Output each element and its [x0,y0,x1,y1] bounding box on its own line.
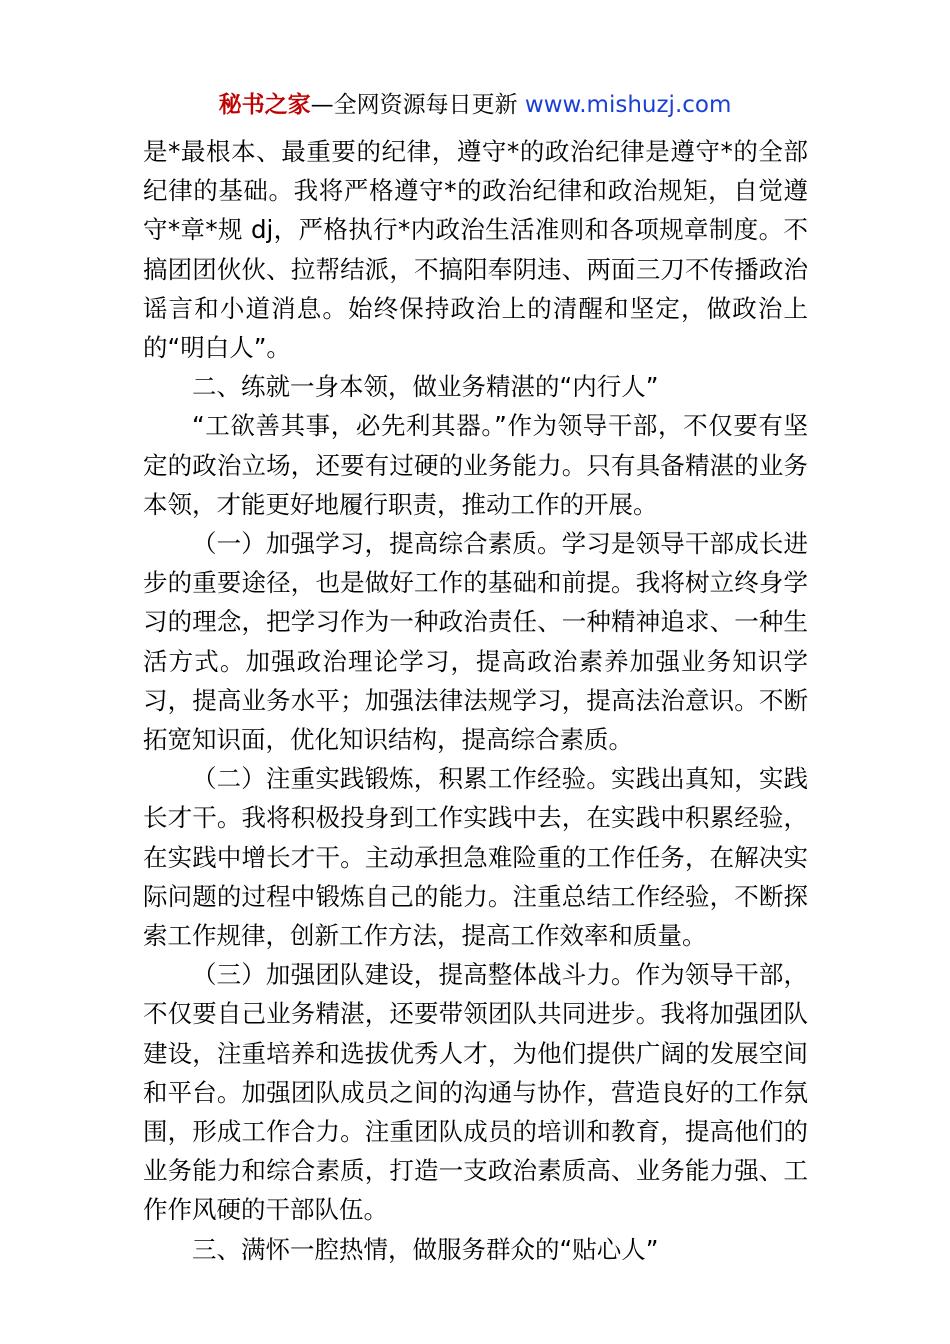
paragraph-study: （一）加强学习，提高综合素质。学习是领导干部成长进步的重要途径，也是做好工作的基础和前提。我将树立终身学习的理念，把学习作为一种政治责任、一种精神追求、一种生活方式。加强政治理论学习，提高政治素养加强业务知识学习，提高业务水平；加强法律法规学习，提高法治意识。不断拓宽知识面，优化知识结构，提高综合素质。 [143,529,808,755]
header-brand: 秘书之家 [218,92,311,118]
paragraph-team-building: （三）加强团队建设，提高整体战斗力。作为领导干部，不仅要自己业务精湛，还要带领团队共同进步。我将加强团队建设，注重培养和选拔优秀人才，为他们提供广阔的发展空间和平台。加强团队成员之间的沟通与协作，营造良好的工作氛围，形成工作合力。注重团队成员的培训和教育，提高他们的业务能力和综合素质，打造一支政治素质高、业务能力强、工作作风硬的干部队伍。 [143,960,808,1225]
page-header [0,88,950,122]
section-heading-2: 二、练就一身本领，做业务精湛的“内行人” [192,372,659,402]
paragraph-practice: （二）注重实践锻炼，积累工作经验。实践出真知，实践长才干。我将积极投身到工作实践中去，在实践中积累经验，在实践中增长才干。主动承担急难险重的工作任务，在解决实际问题的过程中锻炼自己的能力。注重总结工作经验，不断探索工作规律，创新工作方法，提高工作效率和质量。 [143,764,808,951]
document-body [143,132,808,1269]
header-slogan: —全网资源每日更新 [310,92,525,118]
section-heading-3: 三、满怀一腔热情，做服务群众的“贴心人” [192,1234,659,1264]
paragraph-business-ability: “工欲善其事，必先利其器。”作为领导干部，不仅要有坚定的政治立场，还要有过硬的业务能力。只有具备精湛的业务本领，才能更好地履行职责，推动工作的开展。 [143,411,808,519]
paragraph-political-discipline: 是*最根本、最重要的纪律，遵守*的政治纪律是遵守*的全部纪律的基础。我将严格遵守*的政治纪律和政治规矩，自觉遵守*章*规 dj，严格执行*内政治生活准则和各项规章制度。不搞团团伙伙、拉帮结派，不搞阳奉阴违、两面三刀不传播政治谣言和小道消息。始终保持政治上的清醒和坚定，做政治上的“明白人”。 [143,137,808,363]
header-site-link[interactable]: www.mishuzj.com [524,92,732,118]
